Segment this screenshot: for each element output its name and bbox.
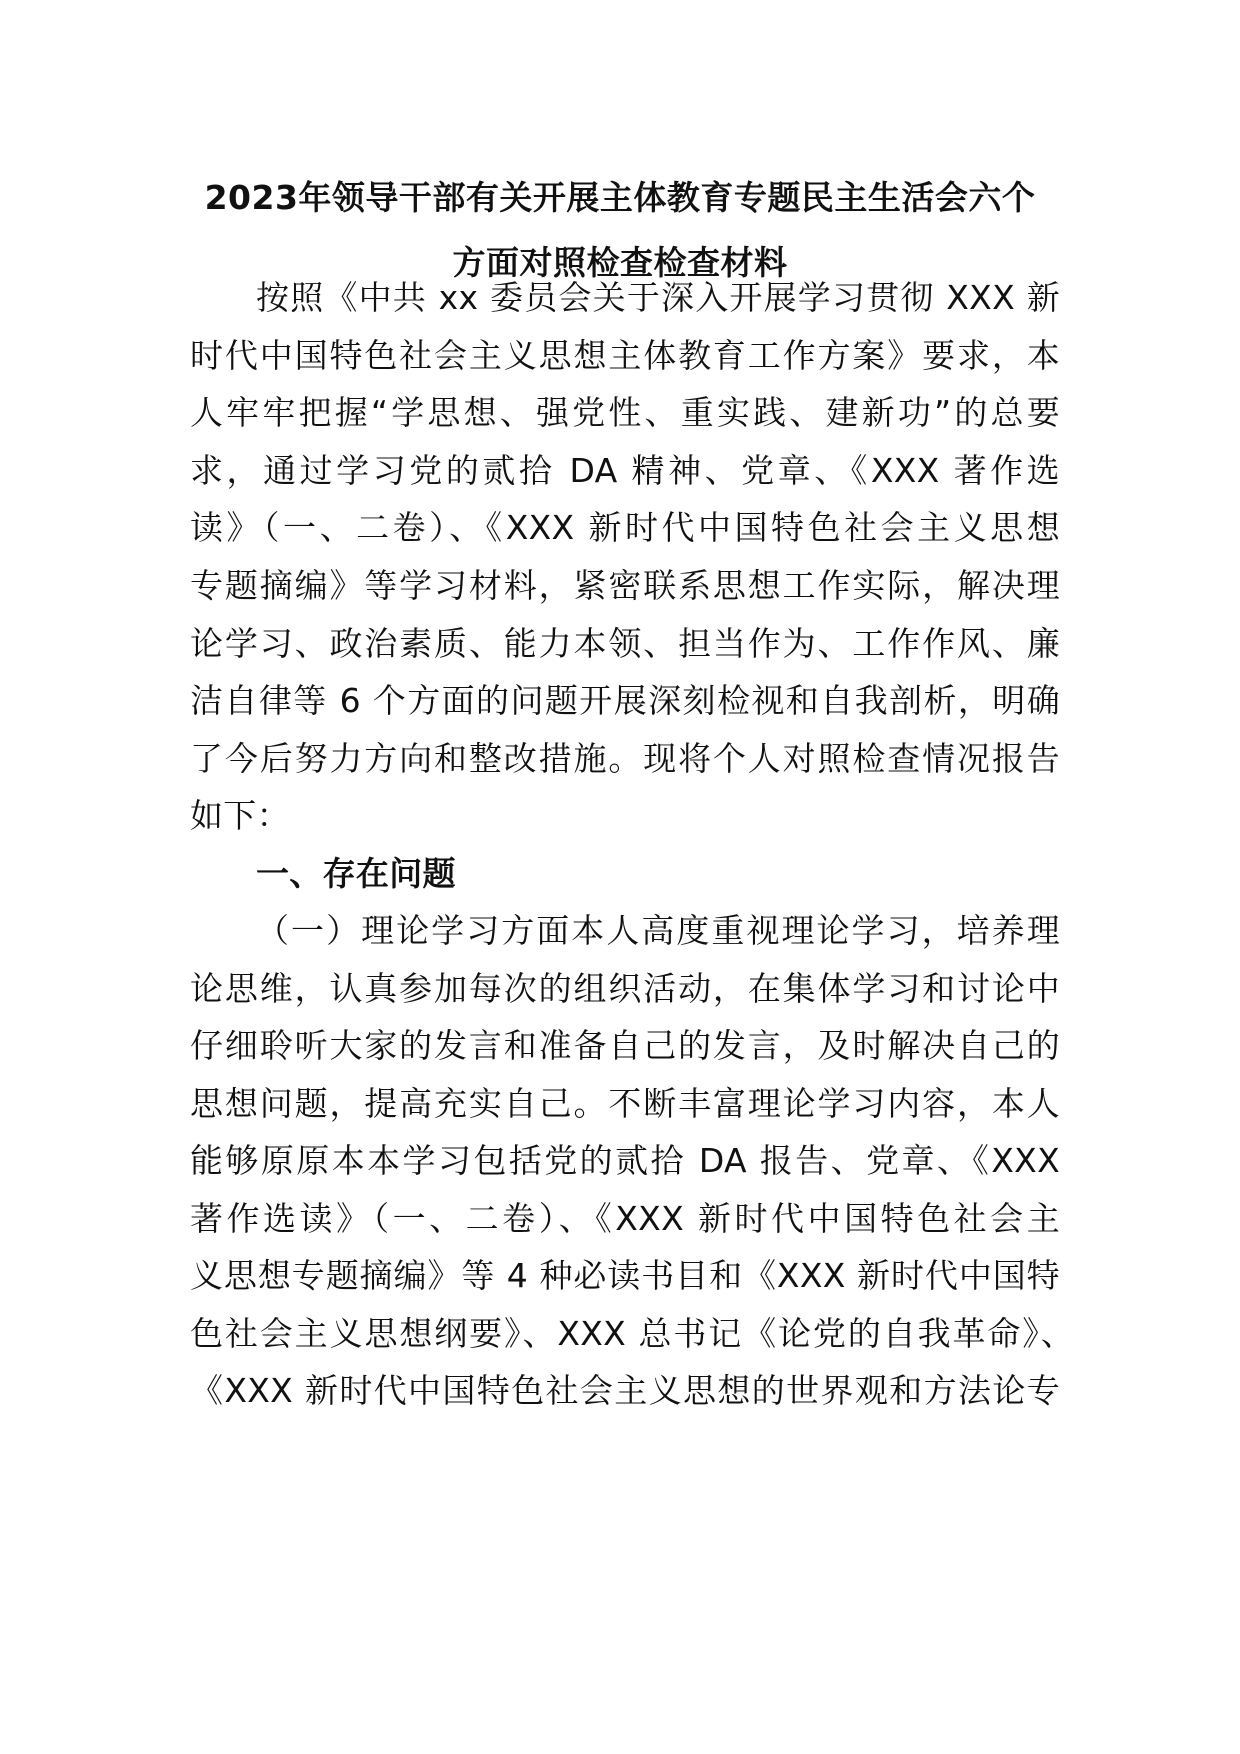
intro-line: 专题摘编》等学习材料，紧密联系思想工作实际，解决理 xyxy=(190,566,1060,605)
intro-line: 如下： xyxy=(190,796,290,835)
section-line: 仔细聆听大家的发言和准备自己的发言，及时解决自己的 xyxy=(190,1026,1060,1065)
section-line: 能够原原本本学习包括党的贰拾 DA 报告、党章、《XXX xyxy=(190,1141,1060,1180)
section-line: 著作选读》（一、二卷）、《XXX 新时代中国特色社会主 xyxy=(190,1199,1060,1238)
section-line: （一）理论学习方面本人高度重视理论学习，培养理 xyxy=(256,911,1060,950)
intro-line: 读》（一、二卷）、《XXX 新时代中国特色社会主义思想 xyxy=(190,508,1060,547)
intro-line: 求，通过学习党的贰拾 DA 精神、党章、《XXX 著作选 xyxy=(190,451,1060,490)
section-line: 色社会主义思想纲要》、XXX 总书记《论党的自我革命》、 xyxy=(190,1314,1074,1353)
document-title-line-1: 2023年领导干部有关开展主体教育专题民主生活会六个 xyxy=(204,178,1036,217)
intro-line: 论学习、政治素质、能力本领、担当作为、工作作风、廉 xyxy=(190,624,1060,663)
section-line: 论思维，认真参加每次的组织活动，在集体学习和讨论中 xyxy=(190,969,1060,1008)
section-heading: 一、存在问题 xyxy=(256,854,456,893)
intro-line: 洁自律等 6 个方面的问题开展深刻检视和自我剖析，明确 xyxy=(190,681,1060,720)
document-title-line-2: 方面对照检查检查材料 xyxy=(452,243,788,282)
section-line: 思想问题，提高充实自己。不断丰富理论学习内容，本人 xyxy=(190,1084,1060,1123)
intro-line: 了今后努力方向和整改措施。现将个人对照检查情况报告 xyxy=(190,739,1060,778)
intro-line: 时代中国特色社会主义思想主体教育工作方案》要求，本 xyxy=(190,336,1060,375)
section-line: 义思想专题摘编》等 4 种必读书目和《XXX 新时代中国特 xyxy=(190,1256,1060,1295)
intro-line: 人牢牢把握“学思想、强党性、重实践、建新功”的总要 xyxy=(190,393,1060,432)
section-line: 《XXX 新时代中国特色社会主义思想的世界观和方法论专 xyxy=(190,1371,1060,1410)
intro-line: 按照《中共 xx 委员会关于深入开展学习贯彻 XXX 新 xyxy=(256,278,1060,317)
